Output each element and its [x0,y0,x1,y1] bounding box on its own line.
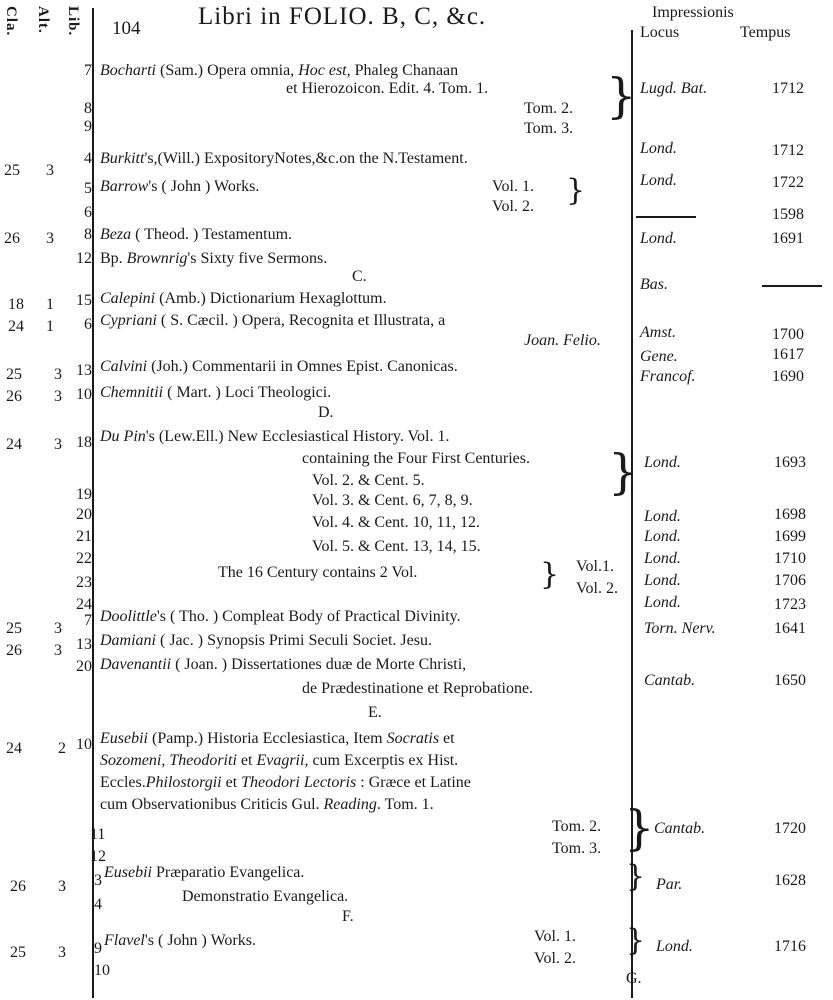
tempus: 1716 [774,938,806,955]
entry-barrow: Barrow's ( John ) Works. [100,178,260,195]
lib-number: 23 [76,574,92,591]
lib-number: 20 [76,506,92,523]
lib-number: 18 [76,434,92,451]
tome: Tom. 3. [524,120,574,137]
locus-header: Locus [640,24,680,41]
volume: Vol. 1. [534,928,576,945]
entry-calvini: Calvini (Joh.) Commentarii in Omnes Epist. Canonicas. [100,358,458,375]
alt-number: 3 [58,944,66,961]
locus: Lond. [644,508,681,525]
entry-bocharti: Bocharti (Sam.) Opera omnia, Hoc est, Phaleg Chanaan [100,62,459,79]
tome: Tom. 2. [524,100,574,117]
volume: Vol. 2. [534,950,576,967]
tempus: 1690 [772,368,804,385]
tome: Tom. 3. [552,840,602,857]
tempus: 1628 [774,872,806,889]
locus: Lond. [656,938,693,955]
page-number: 104 [112,18,141,39]
tempus: 1722 [772,174,804,191]
brace-glyph: } [624,800,655,856]
entry-calepini: Calepini (Amb.) Dictionarium Hexaglottum. [100,290,387,307]
volume: Vol. 3. & Cent. 6, 7, 8, 9. [312,492,473,509]
entry-eusebii-line2: Sozomeni, Theodoriti et Evagrii, cum Excerptis ex Hist. [100,752,459,769]
alt-number: 3 [46,162,54,179]
lib-number: 6 [84,204,92,221]
entry-dupin: Du Pin's (Lew.Ell.) New Ecclesiastical History. Vol. 1. [100,428,450,445]
volume: Vol. 5. & Cent. 13, 14, 15. [312,538,481,555]
alt-number: 3 [54,642,62,659]
class-number: 24 [8,318,24,335]
locus: Gene. [640,348,678,365]
tome: Tom. 2. [552,818,602,835]
entry-davenantii-cont: de Prædestinatione et Reprobatione. [302,680,534,697]
class-number: 26 [6,388,22,405]
lib-number: 4 [94,896,102,913]
section-letter: C. [352,268,367,285]
tempus: 1699 [774,528,806,545]
brace-glyph: } [608,444,639,500]
catchword: G. [626,970,642,987]
lib-number: 15 [76,292,92,309]
tempus: 1700 [772,326,804,343]
column-header-alt: Alt. [35,6,51,34]
entry-eusebii-praep: Eusebii Præparatio Evangelica. [104,864,305,881]
alt-number: 3 [54,366,62,383]
lib-number: 10 [76,386,92,403]
entry-dupin-16c: The 16 Century contains 2 Vol. [218,564,418,581]
lib-number: 5 [84,180,92,197]
locus: Lond. [644,572,681,589]
class-number: 24 [6,436,22,453]
class-number: 18 [8,296,24,313]
locus: Lond. [644,528,681,545]
tempus: 1617 [772,346,804,363]
locus: Lugd. Bat. [640,80,708,97]
lib-number: 4 [84,150,92,167]
entry-davenantii: Davenantii ( Joan. ) Dissertationes duæ de Morte Christi, [100,656,467,673]
lib-number: 7 [84,612,92,629]
locus: Lond. [644,454,681,471]
lib-number: 20 [76,658,92,675]
class-number: 26 [4,230,20,247]
locus: Par. [656,876,683,893]
lib-number: 9 [84,118,92,135]
lib-number: 13 [76,636,92,653]
lib-number: 3 [94,872,102,889]
alt-number: 2 [58,740,66,757]
locus: Lond. [644,550,681,567]
dash-rule-1 [636,216,696,218]
class-number: 25 [6,620,22,637]
tempus: 1598 [772,206,804,223]
brace-glyph: } [626,859,646,894]
tempus: 1712 [772,142,804,159]
alt-number: 1 [46,318,54,335]
class-number: 26 [10,878,26,895]
locus: Francof. [640,368,696,385]
lib-number: 22 [76,550,92,567]
lib-number: 19 [76,486,92,503]
class-number: 24 [6,740,22,757]
tempus: 1641 [774,620,806,637]
locus: Cantab. [644,672,696,689]
column-header-class: Cla. [3,6,19,37]
entry-bocharti-cont: et Hierozoicon. Edit. 4. Tom. 1. [286,80,489,97]
entry-chemnitii: Chemnitii ( Mart. ) Loci Theologici. [100,384,332,401]
tempus: 1723 [774,596,806,613]
tempus: 1710 [774,550,806,567]
entry-doolittle: Doolittle's ( Tho. ) Compleat Body of Practical Divinity. [100,608,461,625]
tempus-header: Tempus [740,24,791,41]
locus: Bas. [640,276,668,293]
tempus: 1650 [774,672,806,689]
class-number: 25 [10,944,26,961]
volume: Vol. 2. [492,198,534,215]
impressionis-header: Impressionis [652,4,734,21]
locus: Torn. Nerv. [644,620,716,637]
lib-number: 9 [94,940,102,957]
locus: Amst. [640,324,676,341]
lib-number: 8 [84,100,92,117]
entry-eusebii-line3: Eccles.Philostorgii et Theodori Lectoris : Græce et Latine [100,774,471,791]
tempus: 1693 [774,454,806,471]
entry-damiani: Damiani ( Jac. ) Synopsis Primi Seculi Societ. Jesu. [100,632,432,649]
alt-number: 3 [54,436,62,453]
entry-eusebii-line4: cum Observationibus Criticis Gul. Reading. Tom. 1. [100,796,434,813]
locus: Lond. [640,140,677,157]
alt-number: 3 [58,878,66,895]
lib-number: 8 [84,226,92,243]
dash-rule-2 [762,285,822,287]
tempus: 1698 [774,506,806,523]
lib-number: 10 [94,962,110,979]
tempus: 1691 [772,230,804,247]
lib-number: 7 [84,62,92,79]
brace-glyph: } [626,923,646,958]
lib-number: 12 [90,848,106,865]
lib-number: 21 [76,528,92,545]
tempus: 1720 [774,820,806,837]
entry-eusebii-demonstr: Demonstratio Evangelica. [182,888,349,905]
volume: Vol. 4. & Cent. 10, 11, 12. [312,514,481,531]
section-letter: F. [342,908,354,925]
page-title: Libri in FOLIO. B, C, &c. [198,3,487,30]
locus: Lond. [644,594,681,611]
class-number: 25 [6,366,22,383]
brace-glyph: } [566,173,586,208]
alt-number: 3 [46,230,54,247]
entry-cypriani: Cypriani ( S. Cæcil. ) Opera, Recognita et Illustrata, a [100,312,446,329]
locus: Lond. [640,172,677,189]
tempus: 1706 [774,572,806,589]
lib-number: 24 [76,596,92,613]
section-letter: D. [318,404,334,421]
lib-number: 10 [76,736,92,753]
locus: Lond. [640,230,677,247]
column-header-lib: Lib. [65,6,81,37]
alt-number: 3 [54,620,62,637]
class-number: 26 [6,642,22,659]
lib-number: 11 [90,826,106,843]
lib-number: 13 [76,362,92,379]
entry-brownrig: Bp. Brownrig's Sixty five Sermons. [100,250,328,267]
volume: Vol. 1. [492,178,534,195]
entry-dupin-cont: containing the Four First Centuries. [302,450,530,467]
brace-glyph: } [540,557,560,592]
entry-flavel: Flavel's ( John ) Works. [104,932,256,949]
alt-number: 1 [46,296,54,313]
tempus: 1712 [772,80,804,97]
section-letter: E. [368,704,382,721]
class-number: 25 [4,162,20,179]
lib-number: 6 [84,316,92,333]
volume: Vol. 2. & Cent. 5. [312,472,425,489]
entry-cypriani-cont: Joan. Felio. [524,332,601,349]
volume: Vol. 2. [576,580,618,597]
alt-number: 3 [54,388,62,405]
volume: Vol.1. [576,558,614,575]
entry-eusebii: Eusebii (Pamp.) Historia Ecclesiastica, Item Socratis et [100,730,455,747]
entry-burkitt: Burkitt's,(Will.) ExpositoryNotes,&c.on the N.Testament. [100,150,468,167]
entry-beza: Beza ( Theod. ) Testamentum. [100,226,293,243]
brace-glyph: } [606,68,637,124]
lib-number: 12 [76,250,92,267]
locus: Cantab. [654,820,706,837]
